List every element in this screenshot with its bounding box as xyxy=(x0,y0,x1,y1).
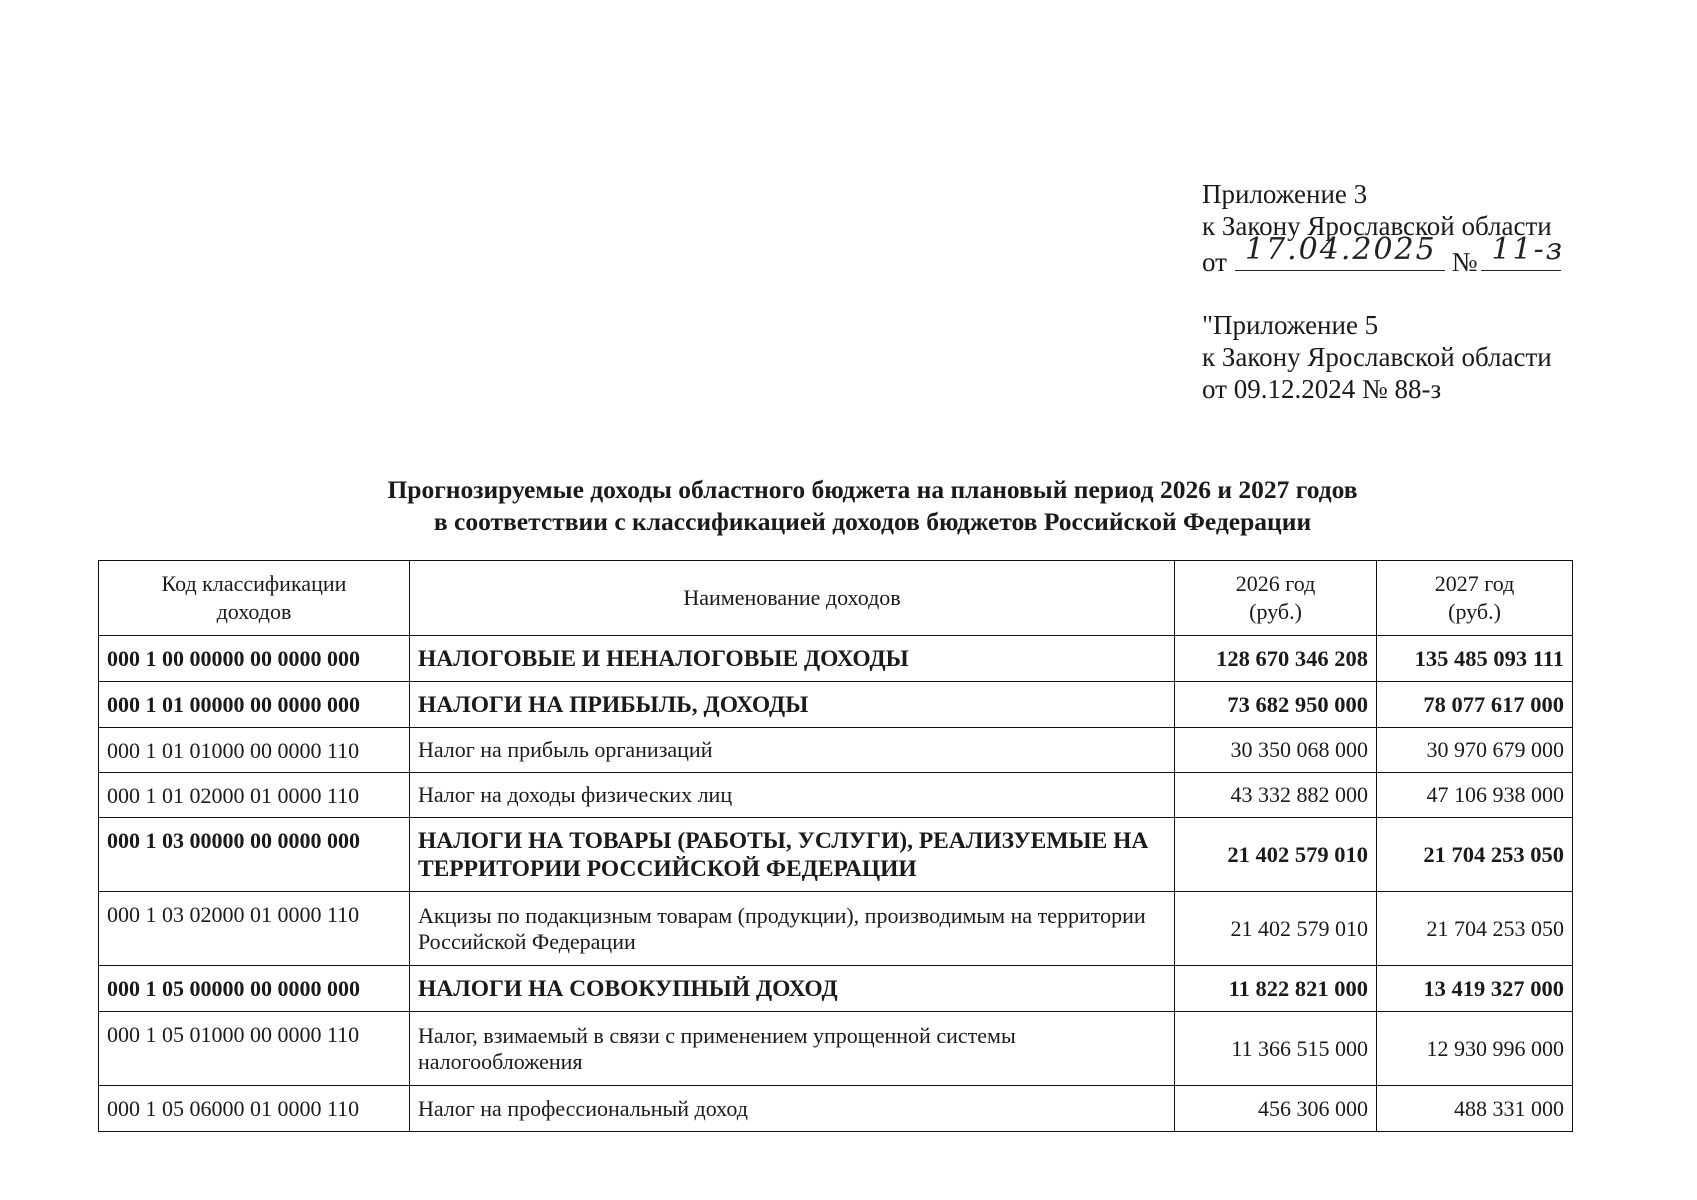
cell-name: Акцизы по подакцизным товарам (продукции), производимым на территории Российской Федерации xyxy=(409,892,1174,966)
table-row xyxy=(99,1086,1573,1132)
handwritten-number: 11-з xyxy=(1491,232,1565,267)
cell-2026: 21 402 579 010 xyxy=(1175,892,1377,966)
appendix-law-ref: к Закону Ярославской области xyxy=(1202,211,1552,241)
cell-name: Налог, взимаемый в связи с применением упрощенной системы налогообложения xyxy=(409,1012,1174,1086)
cell-code: 000 1 00 00000 00 0000 000 xyxy=(99,636,410,682)
number-prefix: № xyxy=(1451,247,1478,277)
cell-2026: 456 306 000 xyxy=(1175,1086,1377,1132)
table-row xyxy=(99,773,1573,818)
cell-code: 000 1 03 02000 01 0000 110 xyxy=(99,892,410,966)
revenue-table xyxy=(98,560,1573,1132)
cell-name: НАЛОГИ НА ТОВАРЫ (РАБОТЫ, УСЛУГИ), РЕАЛИЗУЕМЫЕ НА ТЕРРИТОРИИ РОССИЙСКОЙ ФЕДЕРАЦИИ xyxy=(409,818,1174,892)
cell-2026: 30 350 068 000 xyxy=(1175,728,1377,773)
date-field xyxy=(1235,232,1445,271)
document-title xyxy=(0,474,1697,538)
table-row xyxy=(99,682,1573,728)
cell-2027: 30 970 679 000 xyxy=(1377,728,1573,773)
date-prefix: от xyxy=(1202,247,1227,277)
cell-2027: 12 930 996 000 xyxy=(1377,1012,1573,1086)
cell-2026: 21 402 579 010 xyxy=(1175,818,1377,892)
header-2026-line1: 2026 год xyxy=(1235,571,1316,596)
table-row xyxy=(99,966,1573,1012)
cell-2026: 73 682 950 000 xyxy=(1175,682,1377,728)
cell-2026: 128 670 346 208 xyxy=(1175,636,1377,682)
header-2027-line1: 2027 год xyxy=(1434,571,1515,596)
appendix-date-line xyxy=(1202,232,1565,278)
header-2027 xyxy=(1377,561,1573,636)
table-row xyxy=(99,1012,1573,1086)
cell-2027: 135 485 093 111 xyxy=(1377,636,1573,682)
cell-2027: 47 106 938 000 xyxy=(1377,773,1573,818)
cell-2027: 13 419 327 000 xyxy=(1377,966,1573,1012)
number-field xyxy=(1481,232,1565,271)
header-code-line1: Код классификации xyxy=(161,571,347,596)
header-2026-line2: (руб.) xyxy=(1249,599,1302,624)
header-code-line2: доходов xyxy=(216,599,292,624)
table-row xyxy=(99,636,1573,682)
cell-name: НАЛОГИ НА СОВОКУПНЫЙ ДОХОД xyxy=(409,966,1174,1012)
cell-2027: 21 704 253 050 xyxy=(1377,892,1573,966)
cell-code: 000 1 05 00000 00 0000 000 xyxy=(99,966,410,1012)
cell-name: НАЛОГОВЫЕ И НЕНАЛОГОВЫЕ ДОХОДЫ xyxy=(409,636,1174,682)
original-appendix-title: "Приложение 5 xyxy=(1202,310,1379,340)
cell-code: 000 1 01 02000 01 0000 110 xyxy=(99,773,410,818)
cell-code: 000 1 05 01000 00 0000 110 xyxy=(99,1012,410,1086)
cell-name: Налог на доходы физических лиц xyxy=(409,773,1174,818)
cell-2026: 11 366 515 000 xyxy=(1175,1012,1377,1086)
cell-2027: 21 704 253 050 xyxy=(1377,818,1573,892)
cell-code: 000 1 03 00000 00 0000 000 xyxy=(99,818,410,892)
header-2027-line2: (руб.) xyxy=(1448,599,1501,624)
handwritten-date: 17.04.2025 xyxy=(1244,232,1437,267)
cell-2026: 11 822 821 000 xyxy=(1175,966,1377,1012)
header-2026 xyxy=(1175,561,1377,636)
appendix-title: Приложение 3 xyxy=(1202,179,1368,209)
table-row xyxy=(99,892,1573,966)
table-row xyxy=(99,728,1573,773)
cell-code: 000 1 01 01000 00 0000 110 xyxy=(99,728,410,773)
original-appendix-header xyxy=(1202,309,1552,405)
cell-name: НАЛОГИ НА ПРИБЫЛЬ, ДОХОДЫ xyxy=(409,682,1174,728)
table-body xyxy=(99,636,1573,1132)
cell-name: Налог на прибыль организаций xyxy=(409,728,1174,773)
cell-code: 000 1 01 00000 00 0000 000 xyxy=(99,682,410,728)
cell-2027: 488 331 000 xyxy=(1377,1086,1573,1132)
appendix-header xyxy=(1202,178,1565,278)
original-appendix-date: от 09.12.2024 № 88-з xyxy=(1202,374,1442,404)
title-line-2: в соответствии с классификацией доходов бюджетов Российской Федерации xyxy=(433,507,1312,536)
table-row xyxy=(99,818,1573,892)
title-line-1: Прогнозируемые доходы областного бюджета на плановый период 2026 и 2027 годов xyxy=(387,475,1358,504)
cell-2027: 78 077 617 000 xyxy=(1377,682,1573,728)
cell-2026: 43 332 882 000 xyxy=(1175,773,1377,818)
cell-code: 000 1 05 06000 01 0000 110 xyxy=(99,1086,410,1132)
header-name: Наименование доходов xyxy=(409,561,1174,636)
original-appendix-law-ref: к Закону Ярославской области xyxy=(1202,342,1552,372)
cell-name: Налог на профессиональный доход xyxy=(409,1086,1174,1132)
table-header-row xyxy=(99,561,1573,636)
header-code xyxy=(99,561,410,636)
